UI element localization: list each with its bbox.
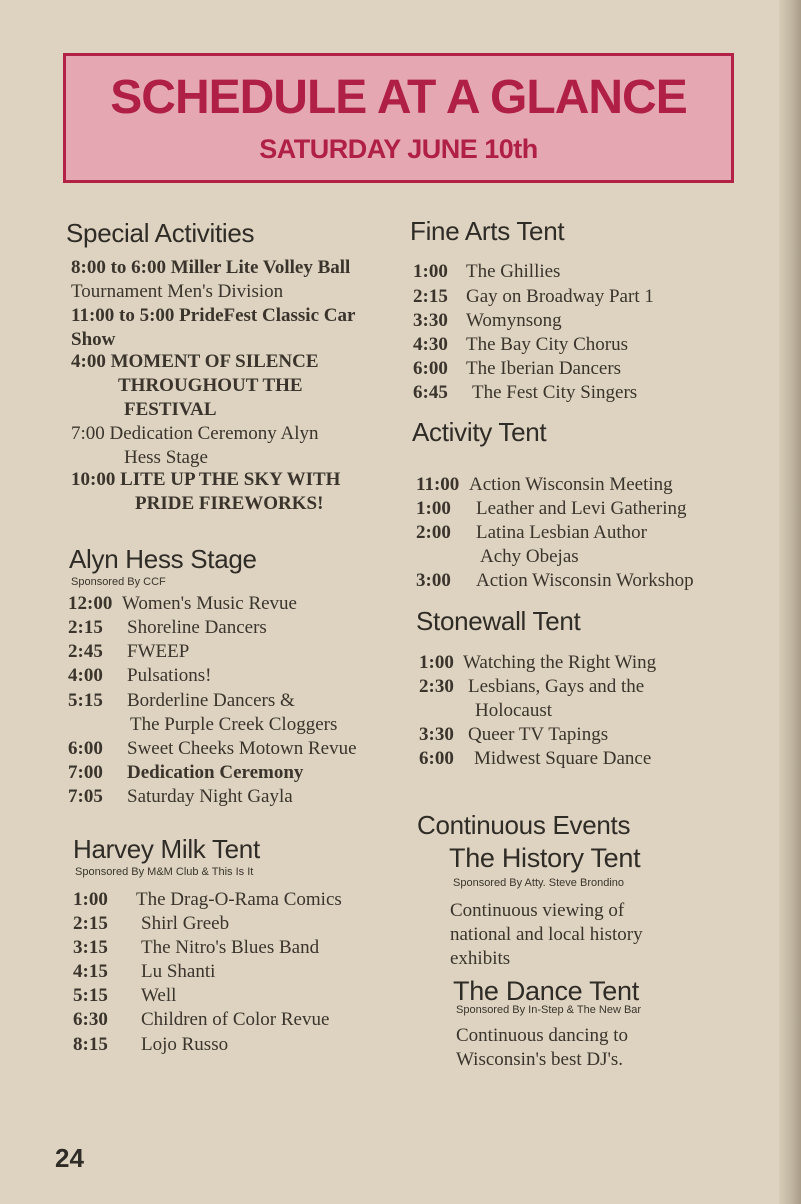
alyn-time: 7:05 [68,786,103,807]
continuous-events-heading: Continuous Events [417,810,631,840]
special-line: Show [71,329,116,350]
history-tent-text: national and local history [450,924,643,945]
special-line: 10:00 LITE UP THE SKY WITH [71,469,341,490]
special-line: 11:00 to 5:00 PrideFest Classic Car [71,305,356,326]
finearts-time: 1:00 [413,261,448,282]
alyn-hess-heading: Alyn Hess Stage [69,544,257,574]
alyn-time: 2:15 [68,617,103,638]
activity-desc: Achy Obejas [480,546,579,567]
alyn-time: 4:00 [68,665,103,686]
activity-time: 11:00 [416,474,460,495]
finearts-desc: The Bay City Chorus [466,334,629,355]
stonewall-tent-heading: Stonewall Tent [416,606,581,636]
stonewall-desc: Queer TV Tapings [468,724,609,745]
fine-arts-heading: Fine Arts Tent [410,216,565,246]
schedule-banner [63,53,734,183]
harvey-desc: The Nitro's Blues Band [141,937,320,958]
special-line: FESTIVAL [124,399,217,420]
stonewall-time: 2:30 [419,676,454,697]
finearts-desc: The Iberian Dancers [466,358,622,379]
harvey-time: 3:15 [73,937,108,958]
alyn-desc: Pulsations! [127,665,212,686]
harvey-desc: Well [141,985,177,1006]
finearts-desc: Gay on Broadway Part 1 [466,286,654,307]
stonewall-desc: Lesbians, Gays and the [468,676,645,697]
dance-tent-text: Continuous dancing to [456,1025,629,1046]
special-line: Tournament Men's Division [71,281,284,302]
alyn-time: 7:00 [68,762,103,783]
alyn-time: 2:45 [68,641,103,662]
stonewall-time: 3:30 [419,724,454,745]
history-tent-text: exhibits [450,948,511,969]
activity-desc: Leather and Levi Gathering [476,498,687,519]
banner-title: SCHEDULE AT A GLANCE [110,71,687,124]
activity-time: 1:00 [416,498,451,519]
finearts-time: 4:30 [413,334,448,355]
dance-tent-sponsor: Sponsored By In-Step & The New Bar [456,1004,642,1016]
alyn-time: 12:00 [68,593,113,614]
dance-tent-text: Wisconsin's best DJ's. [456,1049,624,1070]
special-line: PRIDE FIREWORKS! [135,493,324,514]
page-number: 24 [55,1143,84,1173]
special-activities-heading: Special Activities [66,218,255,248]
activity-desc: Action Wisconsin Workshop [476,570,694,591]
special-line: Hess Stage [124,447,208,468]
harvey-milk-heading: Harvey Milk Tent [73,834,260,864]
alyn-time: 6:00 [68,738,103,759]
finearts-desc: Womynsong [466,310,562,331]
finearts-desc: The Ghillies [466,261,561,282]
harvey-desc: Lojo Russo [141,1034,229,1055]
page-spine-shadow [779,0,801,1204]
dance-tent-heading: The Dance Tent [453,976,639,1006]
stonewall-desc: Midwest Square Dance [474,748,652,769]
harvey-time: 1:00 [73,889,108,910]
history-tent-sponsor: Sponsored By Atty. Steve Brondino [453,877,625,889]
harvey-time: 8:15 [73,1034,108,1055]
finearts-time: 2:15 [413,286,448,307]
harvey-desc: The Drag-O-Rama Comics [136,889,342,910]
finearts-time: 6:00 [413,358,448,379]
alyn-desc: Sweet Cheeks Motown Revue [127,738,357,759]
banner-subtitle: SATURDAY JUNE 10th [259,134,538,164]
history-tent-heading: The History Tent [449,843,641,873]
special-line: THROUGHOUT THE [118,375,303,396]
activity-time: 2:00 [416,522,451,543]
finearts-time: 3:30 [413,310,448,331]
alyn-desc: Saturday Night Gayla [127,786,293,807]
alyn-desc: FWEEP [127,641,190,662]
harvey-time: 4:15 [73,961,108,982]
alyn-desc: Women's Music Revue [122,593,297,614]
harvey-time: 2:15 [73,913,108,934]
stonewall-desc: Holocaust [475,700,553,721]
special-line: 4:00 MOMENT OF SILENCE [71,351,319,372]
activity-time: 3:00 [416,570,451,591]
activity-desc: Action Wisconsin Meeting [469,474,673,495]
harvey-time: 6:30 [73,1009,108,1030]
special-line: 8:00 to 6:00 Miller Lite Volley Ball [71,257,351,278]
harvey-desc: Children of Color Revue [141,1009,330,1030]
harvey-milk-sponsor: Sponsored By M&M Club & This Is It [75,866,254,878]
stonewall-time: 6:00 [419,748,454,769]
alyn-desc: Dedication Ceremony [127,762,304,783]
stonewall-time: 1:00 [419,652,454,673]
stonewall-desc: Watching the Right Wing [463,652,657,673]
harvey-desc: Shirl Greeb [141,913,230,934]
alyn-desc: Borderline Dancers & [127,690,295,711]
special-line: 7:00 Dedication Ceremony Alyn [71,423,319,444]
activity-desc: Latina Lesbian Author [476,522,647,543]
finearts-time: 6:45 [413,382,448,403]
harvey-time: 5:15 [73,985,108,1006]
alyn-desc: Shoreline Dancers [127,617,267,638]
alyn-time: 5:15 [68,690,103,711]
harvey-desc: Lu Shanti [141,961,216,982]
alyn-desc: The Purple Creek Cloggers [130,714,338,735]
finearts-desc: The Fest City Singers [472,382,638,403]
activity-tent-heading: Activity Tent [412,417,547,447]
alyn-hess-sponsor: Sponsored By CCF [71,576,166,588]
history-tent-text: Continuous viewing of [450,900,625,921]
